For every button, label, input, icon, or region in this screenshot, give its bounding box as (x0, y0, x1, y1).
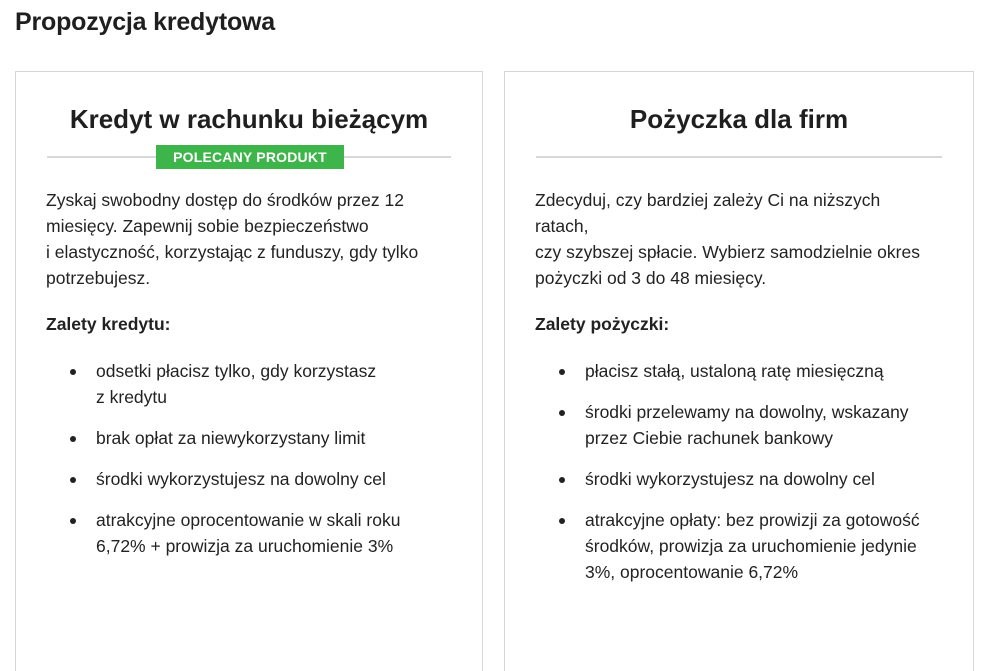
bullet-icon (70, 518, 76, 524)
title-divider (536, 156, 942, 158)
benefit-item (535, 399, 945, 451)
benefit-text: środki wykorzystujesz na dowolny cel (96, 469, 386, 489)
benefit-item (46, 425, 456, 451)
benefit-text: brak opłat za niewykorzystany limit (96, 428, 366, 448)
offer-title: Pożyczka dla firm (629, 104, 849, 134)
benefit-item (46, 507, 456, 559)
benefits-list (535, 358, 945, 600)
benefit-text: płacisz stałą, ustaloną ratę miesięczną (585, 361, 884, 381)
benefit-text: atrakcyjne opłaty: bez prowizji za gotowość środków, prowizja za uruchomienie jedynie 3%, oprocentowanie 6,72% (585, 510, 920, 582)
benefit-item (535, 466, 945, 492)
bullet-icon (70, 369, 76, 375)
benefit-item (46, 358, 456, 410)
offer-description: Zdecyduj, czy bardziej zależy Ci na niższych ratach, czy szybszej spłacie. Wybierz samodzielnie okres pożyczki od 3 do 48 miesięcy. (535, 190, 920, 288)
page-title: Propozycja kredytowa (15, 8, 275, 36)
offer-description: Zyskaj swobodny dostęp do środków przez 12 miesięcy. Zapewnij sobie bezpieczeństwo i elastyczność, korzystając z funduszy, gdy tylko potrzebujesz. (46, 190, 419, 288)
bullet-icon (70, 477, 76, 483)
benefit-text: atrakcyjne oprocentowanie w skali roku 6,72% + prowizja za uruchomienie 3% (96, 510, 401, 556)
offer-card-overdraft[interactable] (15, 71, 483, 671)
benefit-item (535, 507, 945, 585)
offer-title: Kredyt w rachunku bieżącym (69, 104, 429, 134)
offer-card-business-loan[interactable] (504, 71, 974, 671)
benefits-list (46, 358, 456, 574)
bullet-icon (70, 436, 76, 442)
benefit-item (535, 358, 945, 384)
benefit-item (46, 466, 456, 492)
benefit-text: środki wykorzystujesz na dowolny cel (585, 469, 875, 489)
benefits-heading: Zalety pożyczki: (535, 314, 670, 334)
benefits-heading: Zalety kredytu: (46, 314, 171, 334)
benefit-text: środki przelewamy na dowolny, wskazany przez Ciebie rachunek bankowy (585, 402, 909, 448)
bullet-icon (559, 518, 565, 524)
bullet-icon (559, 369, 565, 375)
recommended-badge: POLECANY PRODUKT (156, 145, 344, 169)
bullet-icon (559, 410, 565, 416)
bullet-icon (559, 477, 565, 483)
benefit-text: odsetki płacisz tylko, gdy korzystasz z kredytu (96, 361, 377, 407)
